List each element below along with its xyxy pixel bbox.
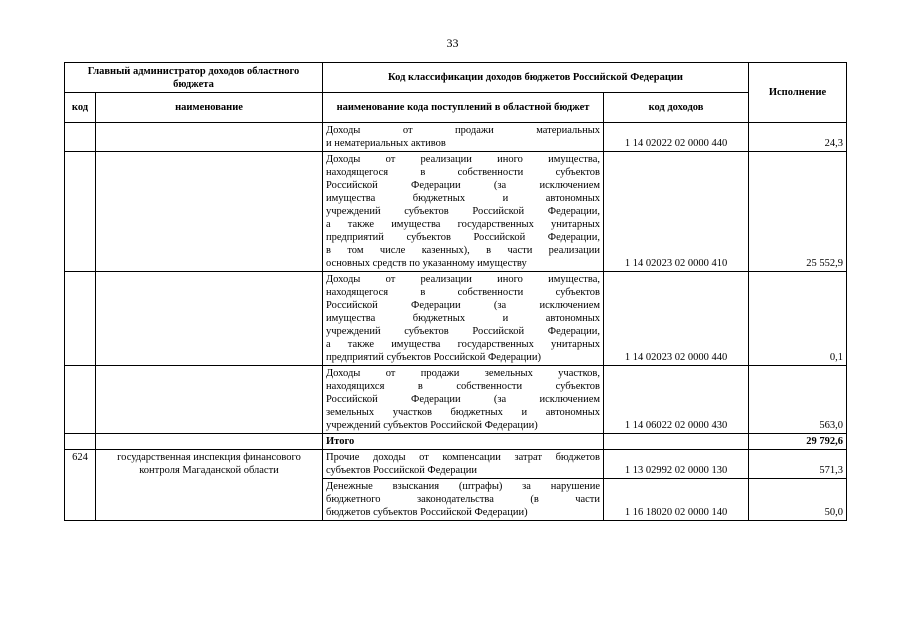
admin-group-header: Главный администратор доходов областного бюджета: [65, 63, 323, 93]
admin-code-empty: [65, 123, 96, 152]
revenue-code: 1 14 02022 02 0000 440: [604, 123, 749, 152]
execution-amount: 25 552,9: [749, 152, 847, 272]
revenue-code: 1 14 06022 02 0000 430: [604, 366, 749, 434]
table-row: [65, 450, 847, 479]
revenue-name-line: учреждений субъектов Российской Федерации,: [326, 326, 601, 337]
admin-name-empty: [96, 272, 323, 366]
revenue-name-line: предприятий субъектов Российской Федерации): [326, 352, 542, 363]
revenue-name-line: имущества бюджетных и автономных: [326, 313, 601, 324]
revenue-name-line: Прочие доходы от компенсации затрат бюджетов: [326, 452, 601, 463]
execution-amount: 571,3: [749, 450, 847, 479]
revenue-name-line: Доходы от реализации иного имущества,: [326, 274, 601, 285]
total-label: Итого: [323, 434, 604, 450]
table-row: [65, 123, 847, 152]
revenue-name-line: Российской Федерации (за исключением: [326, 180, 601, 191]
revenue-name-line: имущества бюджетных и автономных: [326, 193, 601, 204]
admin-name-empty: [96, 366, 323, 434]
revenue-code: 1 14 02023 02 0000 440: [604, 272, 749, 366]
total-row: [65, 434, 847, 450]
table-row: [65, 272, 847, 366]
table-row: [65, 366, 847, 434]
revenue-name-line: земельных участков бюджетных и автономных: [326, 407, 601, 418]
header-row-1: [65, 63, 847, 93]
admin-624-rows: [65, 450, 847, 521]
admin-code-empty: [65, 152, 96, 272]
execution-amount: 50,0: [749, 479, 847, 521]
header-row-2: [65, 93, 847, 123]
revenue-name-cell: [323, 152, 604, 272]
revenue-name-line: Доходы от продажи материальных: [326, 125, 601, 136]
revenue-name-line: субъектов Российской Федерации: [326, 465, 478, 476]
total-revcode-cell: [604, 434, 749, 450]
revenue-name-line: предприятий субъектов Российской Федерации,: [326, 232, 601, 243]
revenue-name-line: бюджетов субъектов Российской Федерации): [326, 507, 528, 518]
revenue-name-line: Российской Федерации (за исключением: [326, 394, 601, 405]
revenue-name-cell: [323, 366, 604, 434]
total-amount: 29 792,6: [749, 434, 847, 450]
revenue-name-cell: [323, 123, 604, 152]
admin-code-empty: [65, 366, 96, 434]
code-header: код: [65, 93, 96, 123]
admin-name-empty: [96, 152, 323, 272]
revenue-name-line: а также имущества государственных унитарных: [326, 339, 601, 350]
revenue-name-line: Доходы от реализации иного имущества,: [326, 154, 601, 165]
revenue-name-line: Российской Федерации (за исключением: [326, 300, 601, 311]
execution-amount: 0,1: [749, 272, 847, 366]
execution-amount: 563,0: [749, 366, 847, 434]
revenue-name-line: находящегося в собственности субъектов: [326, 167, 601, 178]
admin-code: 624: [65, 450, 96, 521]
revenue-code: 1 13 02992 02 0000 130: [604, 450, 749, 479]
revenue-table: [64, 62, 847, 521]
revenue-name-cell: [323, 450, 604, 479]
revenue-name-line: и нематериальных активов: [326, 138, 446, 149]
page-number: 33: [446, 36, 459, 50]
revenue-name-line: а также имущества государственных унитарных: [326, 219, 601, 230]
revenue-name-line: находящегося в собственности субъектов: [326, 287, 601, 298]
total-name-cell: [96, 434, 323, 450]
execution-header: Исполнение: [749, 63, 847, 123]
admin-code-empty: [65, 272, 96, 366]
revenue-name-line: бюджетного законодательства (в части: [326, 494, 601, 505]
admin-prev-rows: [65, 123, 847, 434]
classification-group-header: Код классификации доходов бюджетов Российской Федерации: [323, 63, 749, 93]
revenue-name-line: в том числе казенных), в части реализации: [326, 245, 601, 256]
revenue-name-line: находящихся в собственности субъектов: [326, 381, 601, 392]
total-code-cell: [65, 434, 96, 450]
revenue-name-line: учреждений субъектов Российской Федерации): [326, 420, 538, 431]
revenue-name-line: учреждений субъектов Российской Федерации,: [326, 206, 601, 217]
revenue-code-header: код доходов: [604, 93, 749, 123]
revenue-name-header: наименование кода поступлений в областной бюджет: [323, 93, 604, 123]
execution-amount: 24,3: [749, 123, 847, 152]
admin-name: государственная инспекция финансового контроля Магаданской области: [96, 450, 323, 521]
revenue-name-cell: [323, 479, 604, 521]
table-row: [65, 152, 847, 272]
revenue-name-cell: [323, 272, 604, 366]
admin-name-empty: [96, 123, 323, 152]
name-header: наименование: [96, 93, 323, 123]
revenue-name-line: Доходы от продажи земельных участков,: [326, 368, 601, 379]
revenue-name-line: Денежные взыскания (штрафы) за нарушение: [326, 481, 601, 492]
revenue-code: 1 16 18020 02 0000 140: [604, 479, 749, 521]
revenue-name-line: основных средств по указанному имуществу: [326, 258, 527, 269]
revenue-code: 1 14 02023 02 0000 410: [604, 152, 749, 272]
